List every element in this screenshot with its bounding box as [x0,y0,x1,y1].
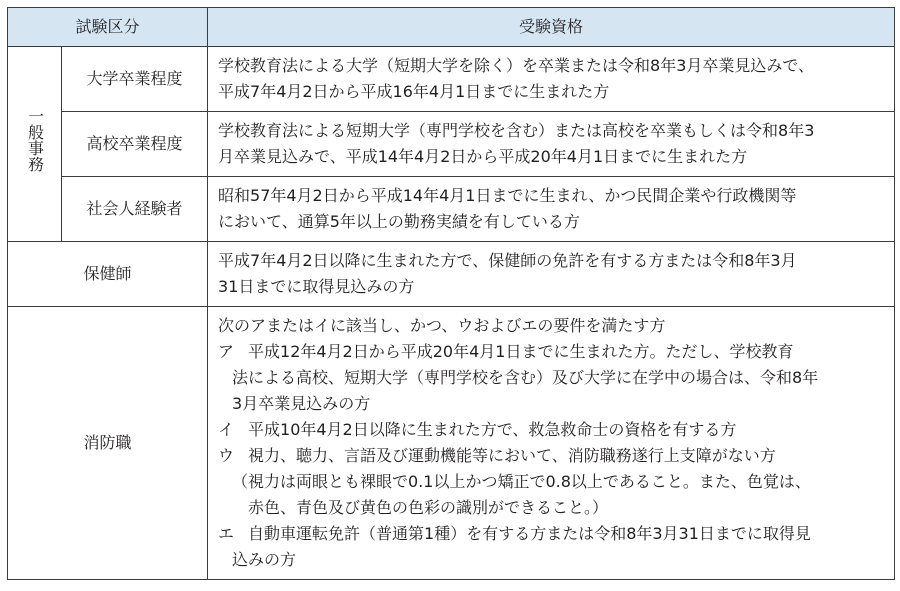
requirement-nurse [208,242,895,307]
item-line: 込みの方 [232,550,297,569]
table-header-row [8,8,895,47]
general-affairs-cell [8,47,62,242]
req-line: 平成7年4月2日以降に生まれた方で、保健師の免許を有する方または令和8年3月 [218,251,797,270]
category-nurse: 保健師 [8,242,208,307]
item-mark: ウ [218,446,235,465]
req-line: 月卒業見込みで、平成14年4月2日から平成20年4月1日までに生まれた方 [218,147,748,166]
req-line: 学校教育法による短期大学（専門学校を含む）または高校を卒業もしくは令和8年3 [218,121,815,140]
header-qualification: 受験資格 [208,8,895,47]
req-line: において、通算5年以上の勤務実績を有している方 [218,212,580,231]
item-line: 法による高校、短期大学（専門学校を含む）及び大学に在学中の場合は、令和8年 [232,368,819,387]
item-line: 自動車運転免許（普通第1種）を有する方または令和8年3月31日までに取得見 [248,524,811,543]
item-line: 3月卒業見込みの方 [232,394,371,413]
table-row [8,177,895,242]
header-category: 試験区分 [8,8,208,47]
list-item [218,417,884,443]
qualification-table [7,7,895,580]
requirement-highschool [208,112,895,177]
category-experienced: 社会人経験者 [62,177,208,242]
req-line: 平成7年4月2日から平成16年4月1日までに生まれた方 [218,82,610,101]
item-line: 視力、聴力、言語及び運動機能等において、消防職務遂行上支障がない方 [248,446,776,465]
req-line: 学校教育法による大学（短期大学を除く）を卒業または令和8年3月卒業見込みで、 [218,56,815,75]
list-item [218,521,884,547]
requirement-university [208,47,895,112]
item-line: 平成12年4月2日から平成20年4月1日までに生まれた方。ただし、学校教育 [248,342,794,361]
table-row [8,307,895,580]
note-line: 赤色、青色及び黄色の色彩の識別ができること。） [248,498,609,517]
item-mark: イ [218,420,235,439]
requirement-experienced [208,177,895,242]
note-line: （視力は両眼とも裸眼で0.1以上かつ矯正で0.8以上であること。また、色覚は、 [232,472,811,491]
item-mark: エ [218,524,235,543]
req-line: 31日までに取得見込みの方 [218,277,415,296]
req-line: 昭和57年4月2日から平成14年4月1日までに生まれ、かつ民間企業や行政機関等 [218,186,797,205]
list-item [218,339,884,365]
item-line: 平成10年4月2日以降に生まれた方で、救急救命士の資格を有する方 [248,420,737,439]
item-mark: ア [218,342,235,361]
table-row [8,47,895,112]
category-fire: 消防職 [8,307,208,580]
category-university: 大学卒業程度 [62,47,208,112]
list-item [218,443,884,469]
table-row [8,112,895,177]
general-affairs-label: 一般事務 [25,108,45,172]
requirement-fire [208,307,895,580]
table-row [8,242,895,307]
category-highschool: 高校卒業程度 [62,112,208,177]
fire-intro: 次のアまたはイに該当し、かつ、ウおよびエの要件を満たす方 [218,316,666,335]
item-text [248,339,884,365]
